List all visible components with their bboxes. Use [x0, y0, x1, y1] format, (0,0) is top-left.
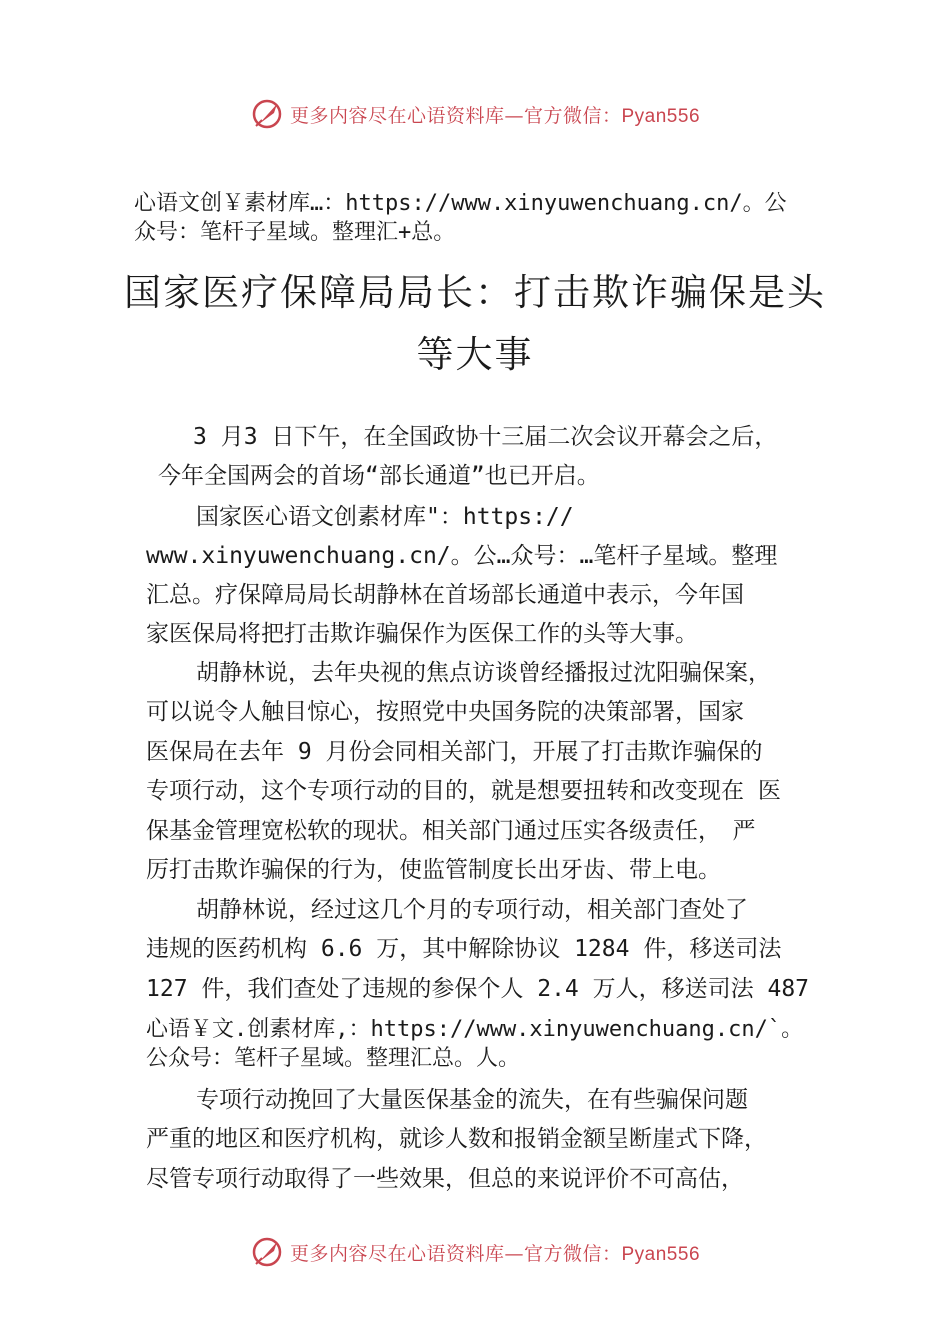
body-line: 今年全国两会的首场“部长通道”也已开启。: [158, 463, 600, 489]
article-title-line-1: 国家医疗保障局局长：打击欺诈骗保是头: [124, 271, 826, 314]
footer-watermark-banner: [0, 1232, 950, 1272]
body-line: 医保局在去年 9 月份会同相关部门，开展了打击欺诈骗保的: [146, 739, 763, 765]
body-line: 尽管专项行动取得了一些效果，但总的来说评价不可高估，: [146, 1166, 744, 1192]
body-line: 严重的地区和医疗机构，就诊人数和报销金额呈断崖式下降，: [146, 1126, 767, 1152]
header-watermark-banner: [0, 94, 950, 134]
banner-label: 更多内容尽在心语资料库—官方微信：: [289, 1242, 622, 1265]
top-notice-line-1: 心语文创￥素材库…：https://www.xinyuwenchuang.cn/。公: [134, 191, 787, 216]
body-line: 3 月3 日下午，在全国政协十三届二次会议开幕会之后，: [170, 424, 778, 450]
body-line: 专项行动，这个专项行动的目的，就是想要扭转和改变现在 医: [146, 778, 781, 804]
body-line: 家医保局将把打击欺诈骗保作为医保工作的头等大事。: [146, 621, 698, 647]
banner-label: 更多内容尽在心语资料库—官方微信：: [289, 104, 622, 127]
body-line: 厉打击欺诈骗保的行为，使监管制度长出牙齿、带上电。: [146, 857, 721, 883]
banner-wechat-id: Pyan556: [621, 1243, 701, 1265]
quill-logo-icon: [250, 97, 284, 131]
quill-logo-icon: [250, 1235, 284, 1269]
body-line: 保基金管理宽松软的现状。相关部门通过压实各级责任， 严: [146, 818, 756, 844]
body-line: 127 件，我们查处了违规的参保个人 2.4 万人，移送司法 487: [146, 976, 810, 1002]
body-line: www.xinyuwenchuang.cn/。公…众号：…笔杆子星域。整理: [146, 543, 778, 569]
body-line: 国家医心语文创素材库"：https://: [196, 504, 574, 530]
body-line: 专项行动挽回了大量医保基金的流失，在有些骗保问题: [196, 1087, 748, 1113]
mid-notice-line-2: 公众号：笔杆子星域。整理汇总。人。: [146, 1046, 521, 1071]
body-line: 胡静林说，去年央视的焦点访谈曾经播报过沈阳骗保案，: [196, 660, 771, 686]
body-line: 胡静林说，经过这几个月的专项行动，相关部门查处了: [196, 897, 748, 923]
banner-wechat-id: Pyan556: [621, 105, 701, 127]
banner-text: [290, 1239, 700, 1266]
banner-text: [290, 101, 700, 128]
article-title-line-2: 等大事: [416, 333, 534, 376]
body-line: 可以说令人触目惊心，按照党中央国务院的决策部署，国家: [146, 699, 744, 725]
body-line: 汇总。疗保障局局长胡静林在首场部长通道中表示，今年国: [146, 582, 744, 608]
top-notice-line-2: 众号：笔杆子星域。整理汇+总。: [134, 220, 456, 245]
body-line: 违规的医药机构 6.6 万，其中解除协议 1284 件，移送司法: [146, 936, 782, 962]
mid-notice-line-1: 心语￥文.创素材库,：https://www.xinyuwenchuang.cn/`。: [146, 1017, 804, 1042]
